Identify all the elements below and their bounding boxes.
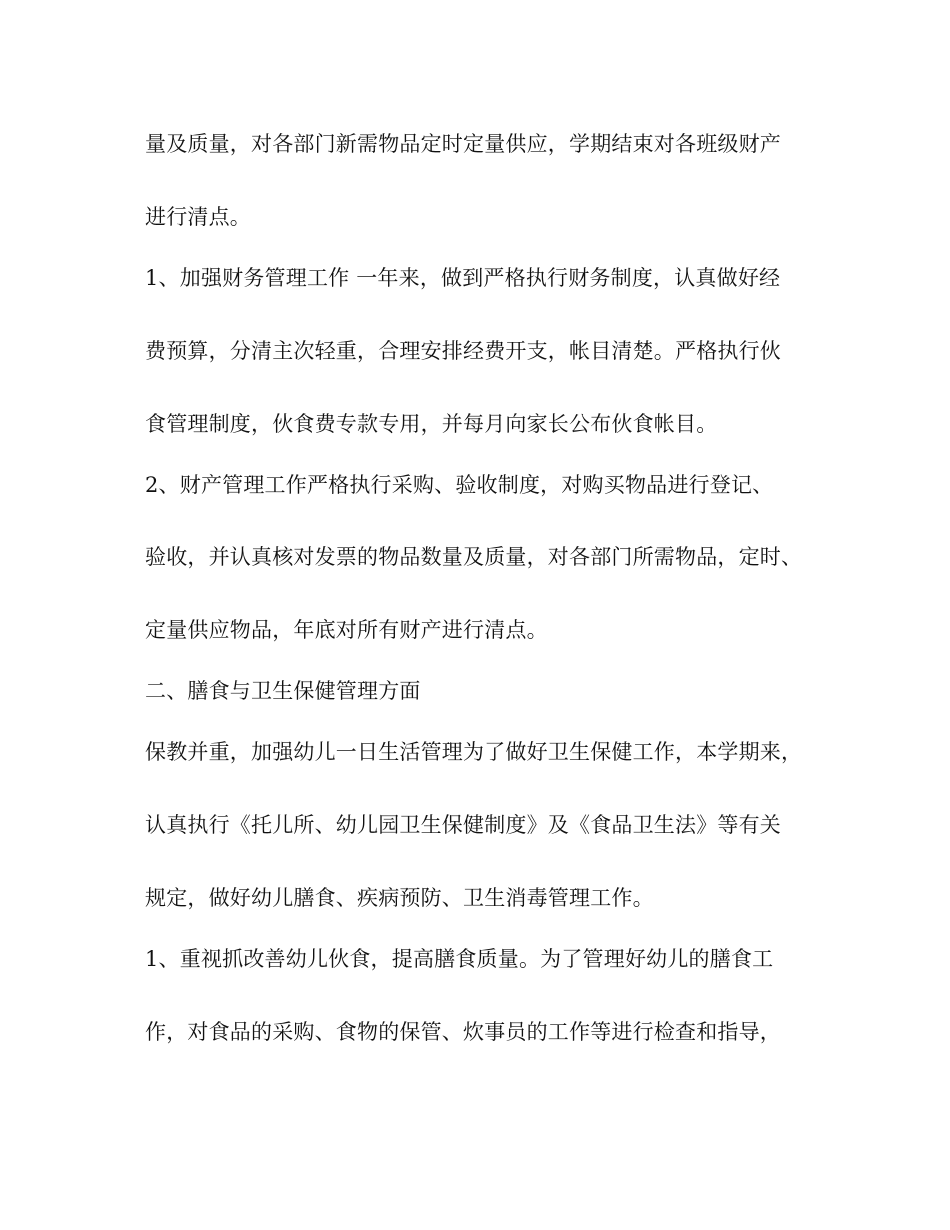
paragraph-line: 量及质量，对各部门新需物品定时定量供应，学期结束对各班级财产: [145, 132, 781, 156]
paragraph-line: 规定，做好幼儿膳食、疾病预防、卫生消毒管理工作。: [145, 886, 654, 910]
paragraph-line: 1、重视抓改善幼儿伙食，提高膳食质量。为了管理好幼儿的膳食工: [145, 947, 774, 971]
paragraph-line: 食管理制度，伙食费专款专用，并每月向家长公布伙食帐目。: [145, 412, 718, 436]
section-heading: 二、膳食与卫生保健管理方面: [145, 679, 421, 703]
paragraph-line: 认真执行《托儿所、幼儿园卫生保健制度》及《食品卫生法》等有关: [145, 813, 781, 837]
paragraph-line: 验收，并认真核对发票的物品数量及质量，对各部门所需物品，定时、: [145, 545, 803, 569]
paragraph-line: 保教并重，加强幼儿一日生活管理为了做好卫生保健工作，本学期来，: [145, 740, 803, 764]
paragraph-line: 费预算，分清主次轻重，合理安排经费开支，帐目清楚。严格执行伙: [145, 339, 781, 363]
paragraph-line: 1、加强财务管理工作 一年来，做到严格执行财务制度，认真做好经: [145, 266, 781, 290]
paragraph-line: 进行清点。: [145, 205, 251, 229]
paragraph-line: 定量供应物品，年底对所有财产进行清点。: [145, 618, 548, 642]
paragraph-line: 作，对食品的采购、食物的保管、炊事员的工作等进行检查和指导，: [145, 1020, 781, 1044]
paragraph-line: 2、财产管理工作严格执行采购、验收制度，对购买物品进行登记、: [145, 473, 774, 497]
